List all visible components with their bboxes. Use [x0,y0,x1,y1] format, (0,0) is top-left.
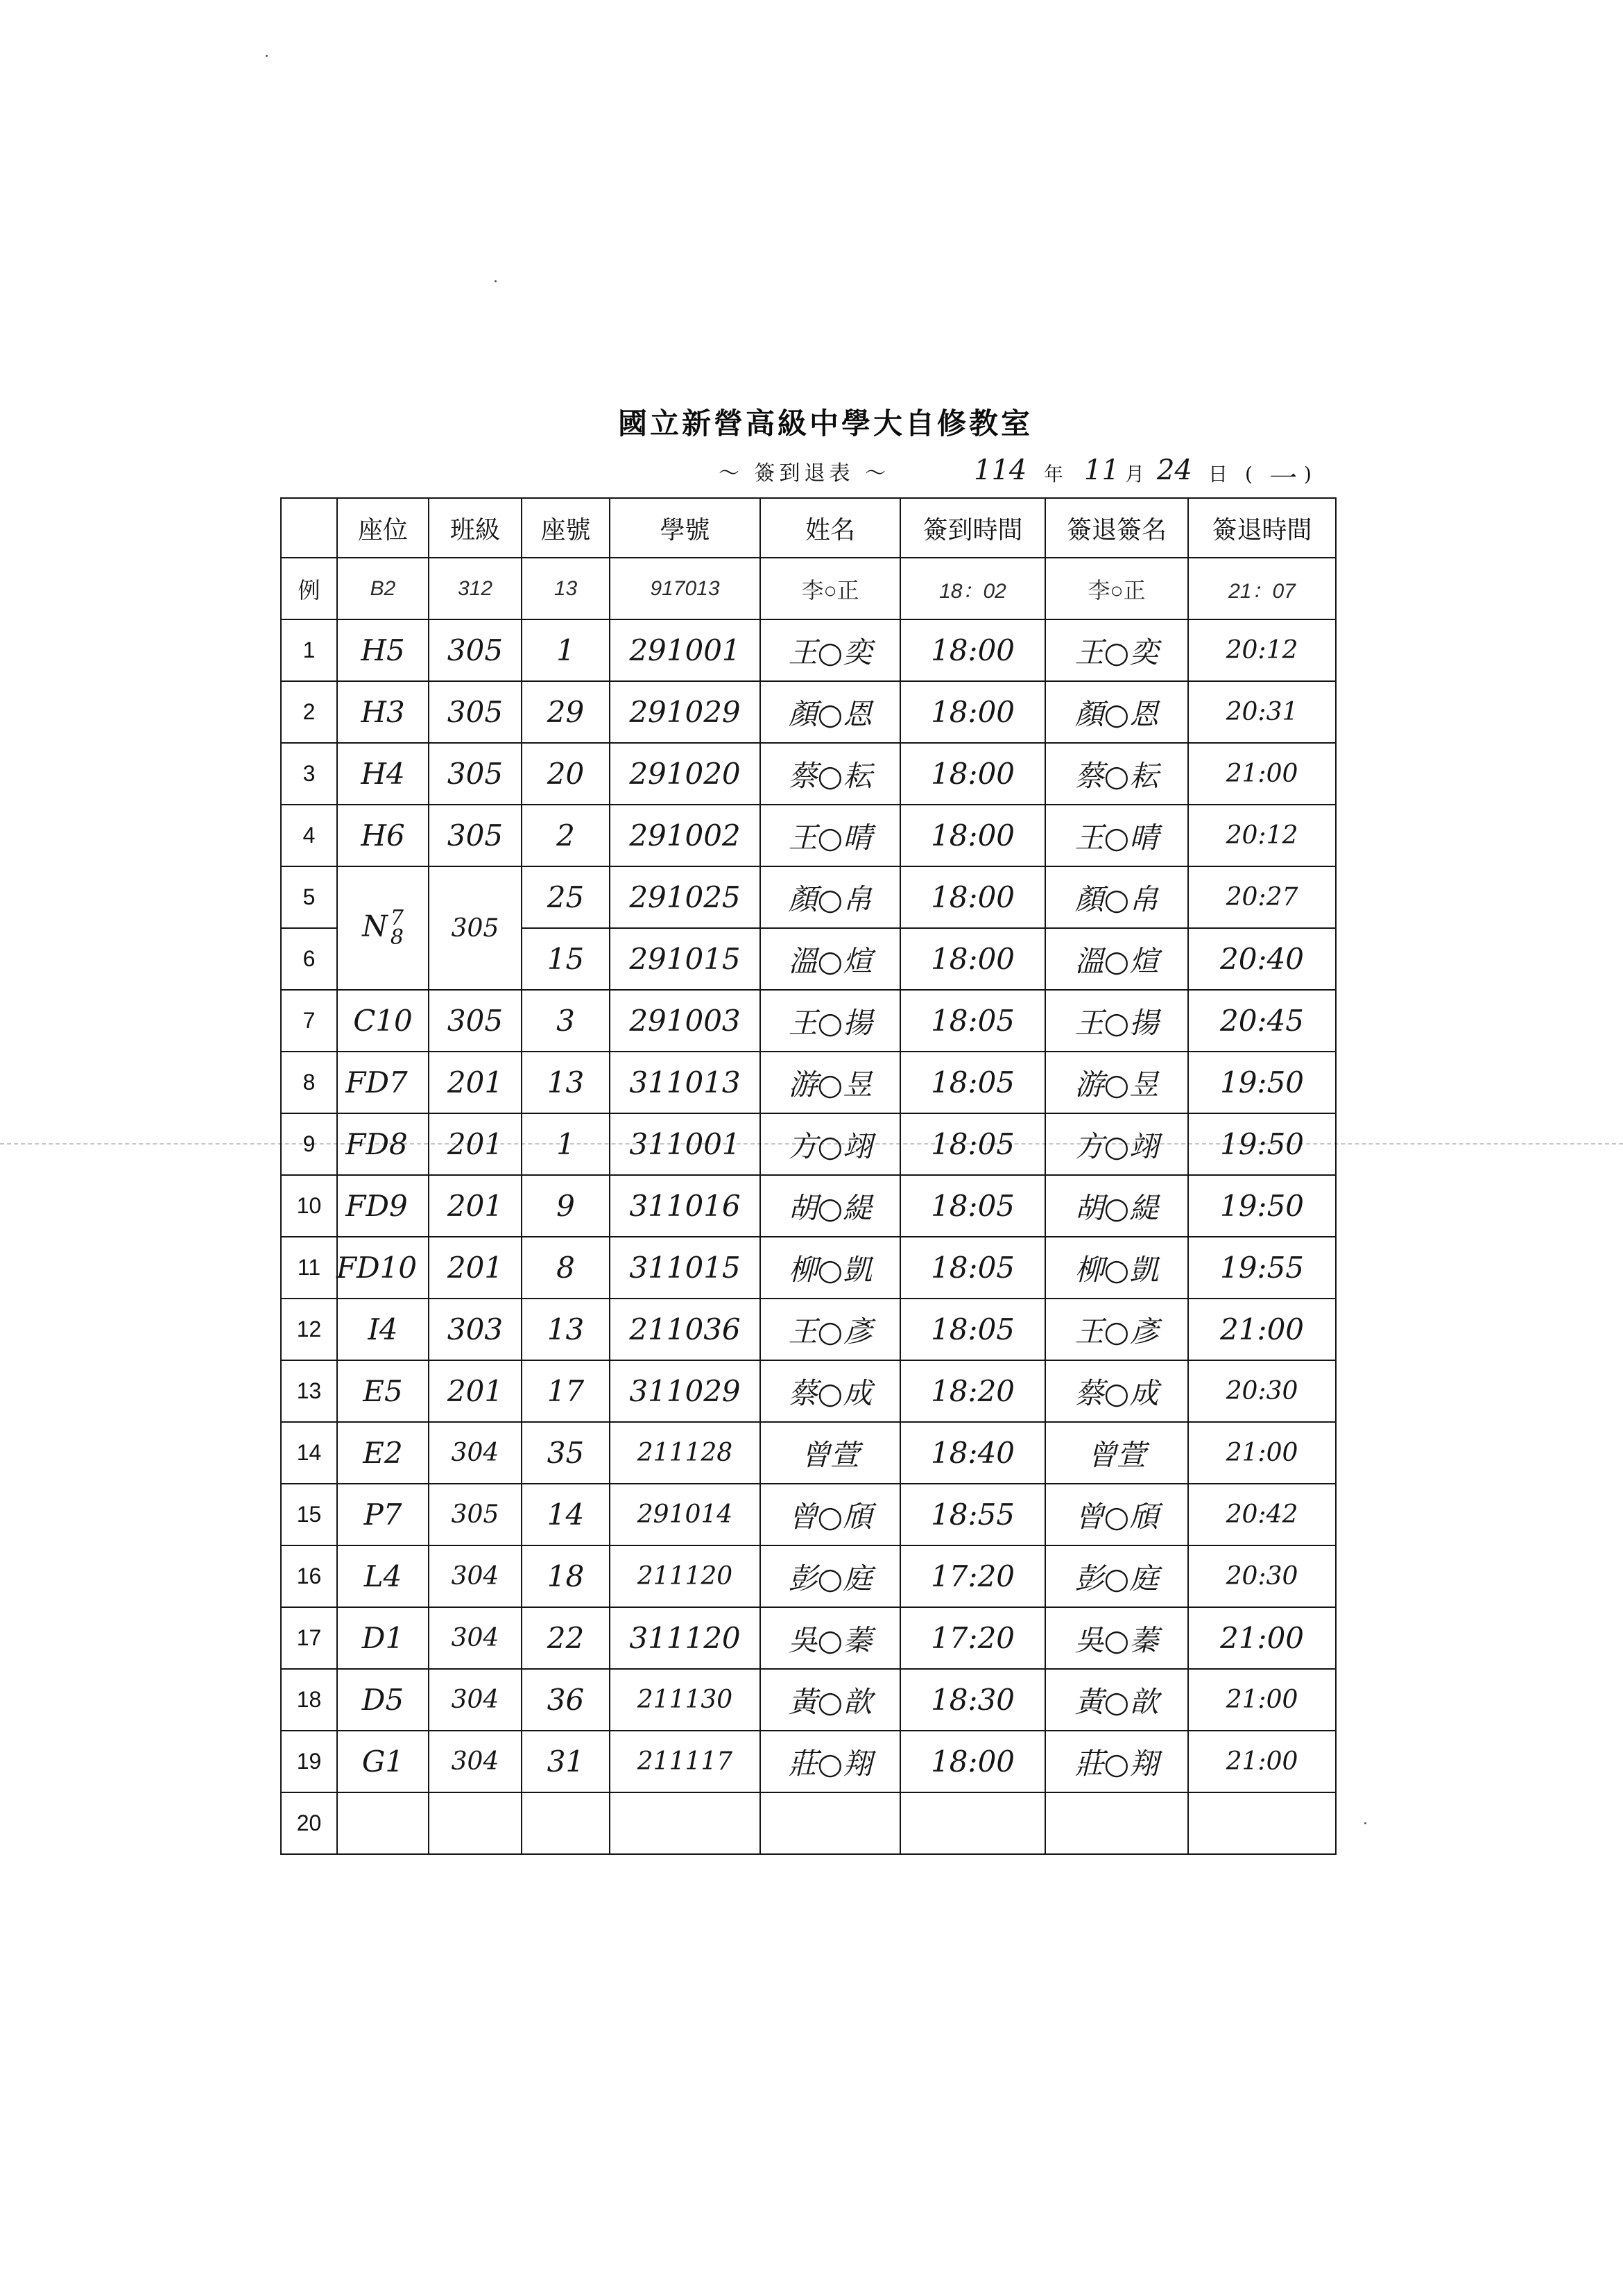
sign-in-time-cell: 18:00 [900,928,1045,990]
class-cell: 304 [429,1669,522,1731]
date-day-unit: 日 [1208,463,1228,486]
sign-in-time-cell: 18:20 [900,1360,1045,1422]
sign-in-time-cell: 18:00 [900,1731,1045,1792]
sign-out-time-cell: 20:45 [1188,990,1336,1052]
document-title: 國立新營高級中學大自修教室 [617,406,1033,440]
table-row [281,619,1336,681]
header-name: 姓名 [760,498,900,558]
sign-out-signature-cell: 曾○頎 [1045,1484,1188,1545]
seat-number-cell: 18 [522,1545,610,1607]
class-cell: 304 [429,1422,522,1484]
seat-number-cell: 13 [522,1299,610,1360]
seat-cell: I4 [337,1299,429,1360]
sign-in-time-cell: 18:55 [900,1484,1045,1545]
date-day: 24 [1157,454,1192,486]
table-row [281,1669,1336,1731]
scan-speck [266,55,268,57]
row-number: 17 [281,1607,337,1669]
class-cell [429,1792,522,1854]
name-cell: 蔡○耘 [760,743,900,805]
sign-out-time-cell: 21:00 [1188,1669,1336,1731]
seat-cell: D1 [337,1607,429,1669]
sign-in-time-cell: 18:05 [900,1237,1045,1299]
table-row [281,805,1336,866]
sign-out-signature-cell: 莊○翔 [1045,1731,1188,1792]
header-sign-in-time: 簽到時間 [900,498,1045,558]
sign-out-signature-cell: 王○彥 [1045,1299,1188,1360]
student-id-cell: 211130 [610,1669,760,1731]
student-id-cell: 291029 [610,681,760,743]
seat-cell: B2 [337,558,429,619]
sign-in-time-cell: 18:05 [900,1299,1045,1360]
date-weekday: 一 [1266,463,1294,495]
sign-in-time-cell: 18:00 [900,866,1045,928]
table-row [281,1792,1336,1854]
table-row [281,1175,1336,1237]
header-row [281,498,1336,558]
name-cell: 王○奕 [760,619,900,681]
header-sign-out-signature: 簽退簽名 [1045,498,1188,558]
class-cell: 305 [429,743,522,805]
seat-cell: H3 [337,681,429,743]
student-id-cell: 311015 [610,1237,760,1299]
row-number: 14 [281,1422,337,1484]
name-cell: 方○翊 [760,1113,900,1175]
seat-number-cell: 20 [522,743,610,805]
row-number: 1 [281,619,337,681]
sign-in-time-cell: 18:05 [900,990,1045,1052]
sign-out-time-cell: 20:30 [1188,1545,1336,1607]
seat-fraction-bottom: 8 [390,925,404,950]
row-number: 6 [281,928,337,990]
sign-out-time-cell: 20:30 [1188,1360,1336,1422]
class-cell: 305 [429,990,522,1052]
table-row [281,990,1336,1052]
seat-cell: L4 [337,1545,429,1607]
row-number: 15 [281,1484,337,1545]
sign-in-time-cell: 17:20 [900,1545,1045,1607]
date-month-unit: 月 [1125,463,1145,486]
row-number: 8 [281,1052,337,1113]
class-cell: 201 [429,1237,522,1299]
table-row [281,866,1336,928]
seat-number-cell: 15 [522,928,610,990]
seat-cell: E2 [337,1422,429,1484]
student-id-cell: 291001 [610,619,760,681]
sign-out-signature-cell: 游○昱 [1045,1052,1188,1113]
table-row [281,1237,1336,1299]
sign-out-signature-cell: 王○揚 [1045,990,1188,1052]
seat-cell: G1 [337,1731,429,1792]
student-id-cell: 211036 [610,1299,760,1360]
table-row [281,1731,1336,1792]
sign-out-time-cell: 21:00 [1188,1607,1336,1669]
seat-cell: P7 [337,1484,429,1545]
name-cell: 溫○煊 [760,928,900,990]
class-cell: 304 [429,1731,522,1792]
sign-out-time-cell: 21:00 [1188,1299,1336,1360]
sign-out-time-cell: 20:12 [1188,805,1336,866]
sign-out-signature-cell: 蔡○耘 [1045,743,1188,805]
document-subtitle: ～ 簽到退表 ～ [719,461,891,486]
row-number: 16 [281,1545,337,1607]
seat-cell: FD7 [337,1052,429,1113]
scan-speck [1364,1822,1366,1824]
sign-out-signature-cell: 黃○歆 [1045,1669,1188,1731]
seat-number-cell: 13 [522,1052,610,1113]
sign-in-time-cell: 18:40 [900,1422,1045,1484]
sign-out-time-cell: 20:27 [1188,866,1336,928]
row-number: 4 [281,805,337,866]
sign-in-time-cell: 18:05 [900,1175,1045,1237]
sign-in-table [280,497,1337,1855]
table-row [281,1484,1336,1545]
student-id-cell: 291025 [610,866,760,928]
student-id-cell: 291015 [610,928,760,990]
sign-in-time-cell: 18:30 [900,1669,1045,1731]
name-cell: 吳○蓁 [760,1607,900,1669]
row-number: 5 [281,866,337,928]
sign-out-signature-cell: 彭○庭 [1045,1545,1188,1607]
student-id-cell: 211120 [610,1545,760,1607]
sign-out-signature-cell: 蔡○成 [1045,1360,1188,1422]
student-id-cell: 311013 [610,1052,760,1113]
student-id-cell: 291003 [610,990,760,1052]
sign-out-signature-cell: 顏○帛 [1045,866,1188,928]
seat-number-cell: 25 [522,866,610,928]
seat-number-cell: 2 [522,805,610,866]
student-id-cell: 311120 [610,1607,760,1669]
row-number: 12 [281,1299,337,1360]
seat-cell: H5 [337,619,429,681]
name-cell [760,1792,900,1854]
name-cell: 顏○恩 [760,681,900,743]
seat-number-cell: 17 [522,1360,610,1422]
row-number: 9 [281,1113,337,1175]
name-cell: 胡○緹 [760,1175,900,1237]
name-cell: 王○晴 [760,805,900,866]
table-row [281,1052,1336,1113]
seat-cell: FD8 [337,1113,429,1175]
student-id-cell: 311029 [610,1360,760,1422]
seat-number-cell: 14 [522,1484,610,1545]
seat-number-cell: 13 [522,558,610,619]
sign-out-signature-cell: 胡○緹 [1045,1175,1188,1237]
seat-cell: E5 [337,1360,429,1422]
table-row [281,1360,1336,1422]
row-number: 20 [281,1792,337,1854]
seat-cell: FD10 [337,1237,429,1299]
sign-out-signature-cell: 王○晴 [1045,805,1188,866]
seat-number-cell: 9 [522,1175,610,1237]
sign-out-time-cell: 21：07 [1188,558,1336,619]
sign-out-time-cell: 20:12 [1188,619,1336,681]
sign-in-time-cell: 18:00 [900,805,1045,866]
student-id-cell [610,1792,760,1854]
seat-number-cell: 3 [522,990,610,1052]
class-cell: 305 [429,805,522,866]
sign-out-signature-cell: 顏○恩 [1045,681,1188,743]
sign-out-signature-cell: 曾萱 [1045,1422,1188,1484]
scan-speck [495,280,497,282]
row-number: 2 [281,681,337,743]
name-cell: 黃○歆 [760,1669,900,1731]
sign-in-time-cell [900,1792,1045,1854]
sign-out-time-cell: 21:00 [1188,743,1336,805]
class-cell: 305 [429,1484,522,1545]
header-sign-out-time: 簽退時間 [1188,498,1336,558]
class-cell: 201 [429,1052,522,1113]
student-id-cell: 291020 [610,743,760,805]
student-id-cell: 311016 [610,1175,760,1237]
name-cell: 王○彥 [760,1299,900,1360]
sign-out-signature-cell: 柳○凱 [1045,1237,1188,1299]
sign-out-signature-cell: 方○翊 [1045,1113,1188,1175]
name-cell: 柳○凱 [760,1237,900,1299]
sign-out-time-cell: 19:50 [1188,1052,1336,1113]
student-id-cell: 291002 [610,805,760,866]
sign-out-time-cell: 20:42 [1188,1484,1336,1545]
table-row [281,1607,1336,1669]
date-month: 11 [1084,454,1119,486]
sign-out-signature-cell: 王○奕 [1045,619,1188,681]
sign-out-time-cell: 20:40 [1188,928,1336,990]
sign-out-time-cell: 20:31 [1188,681,1336,743]
sign-out-signature-cell [1045,1792,1188,1854]
header-number [281,498,337,558]
seat-fraction [390,905,404,950]
seat-number-cell: 8 [522,1237,610,1299]
name-cell: 游○昱 [760,1052,900,1113]
row-number: 13 [281,1360,337,1422]
seat-cell: D5 [337,1669,429,1731]
seat-cell [337,1792,429,1854]
class-cell: 201 [429,1175,522,1237]
sign-out-signature-cell: 溫○煊 [1045,928,1188,990]
class-cell: 201 [429,1360,522,1422]
seat-fraction-top: 7 [390,905,404,930]
name-cell: 蔡○成 [760,1360,900,1422]
sign-out-time-cell: 19:55 [1188,1237,1336,1299]
row-number: 7 [281,990,337,1052]
header-seat: 座位 [337,498,429,558]
seat-number-cell: 29 [522,681,610,743]
sign-in-time-cell: 17:20 [900,1607,1045,1669]
seat-number-cell: 1 [522,619,610,681]
class-cell: 305 [429,619,522,681]
table-row [281,1299,1336,1360]
sign-in-time-cell: 18:05 [900,1052,1045,1113]
class-cell: 312 [429,558,522,619]
table-row [281,681,1336,743]
name-cell: 王○揚 [760,990,900,1052]
seat-number-cell: 22 [522,1607,610,1669]
sign-out-time-cell [1188,1792,1336,1854]
seat-number-cell: 31 [522,1731,610,1792]
sign-out-time-cell: 21:00 [1188,1731,1336,1792]
table-row [281,1422,1336,1484]
seat-number-cell: 36 [522,1669,610,1731]
name-cell: 曾萱 [760,1422,900,1484]
sign-out-time-cell: 21:00 [1188,1422,1336,1484]
student-id-cell: 917013 [610,558,760,619]
header-student-id: 學號 [610,498,760,558]
seat-cell: H6 [337,805,429,866]
row-number: 19 [281,1731,337,1792]
row-label-example: 例 [281,558,337,619]
example-row [281,558,1336,619]
class-cell: 303 [429,1299,522,1360]
class-cell: 304 [429,1607,522,1669]
sign-out-time-cell: 19:50 [1188,1175,1336,1237]
name-cell: 李○正 [760,558,900,619]
student-id-cell: 211128 [610,1422,760,1484]
row-number: 18 [281,1669,337,1731]
seat-cell: H4 [337,743,429,805]
sign-in-time-cell: 18:00 [900,619,1045,681]
sign-out-signature-cell: 吳○蓁 [1045,1607,1188,1669]
date-weekday-close: ) [1304,463,1312,486]
seat-number-cell: 35 [522,1422,610,1484]
name-cell: 顏○帛 [760,866,900,928]
seat-cell-merged [337,866,429,990]
seat-number-cell: 1 [522,1113,610,1175]
row-number: 11 [281,1237,337,1299]
student-id-cell: 311001 [610,1113,760,1175]
name-cell: 曾○頎 [760,1484,900,1545]
date-year: 114 [974,454,1027,486]
table-row [281,1545,1336,1607]
sign-in-time-cell: 18:00 [900,743,1045,805]
sign-in-time-cell: 18:00 [900,681,1045,743]
sign-in-time-cell: 18:05 [900,1113,1045,1175]
class-cell-merged: 305 [429,866,522,990]
seat-cell: FD9 [337,1175,429,1237]
class-cell: 305 [429,681,522,743]
header-seat-number: 座號 [522,498,610,558]
scan-artifact-line [0,1143,1623,1145]
table-row [281,743,1336,805]
class-cell: 304 [429,1545,522,1607]
sign-in-time-cell: 18：02 [900,558,1045,619]
row-number: 10 [281,1175,337,1237]
sign-out-signature-cell: 李○正 [1045,558,1188,619]
seat-cell: C10 [337,990,429,1052]
name-cell: 彭○庭 [760,1545,900,1607]
class-cell: 201 [429,1113,522,1175]
student-id-cell: 211117 [610,1731,760,1792]
row-number: 3 [281,743,337,805]
sign-out-time-cell: 19:50 [1188,1113,1336,1175]
name-cell: 莊○翔 [760,1731,900,1792]
date-weekday-open: ( [1245,463,1253,486]
date-year-unit: 年 [1044,463,1064,486]
seat-number-cell [522,1792,610,1854]
seat-letter: N [362,909,388,943]
header-class: 班級 [429,498,522,558]
student-id-cell: 291014 [610,1484,760,1545]
